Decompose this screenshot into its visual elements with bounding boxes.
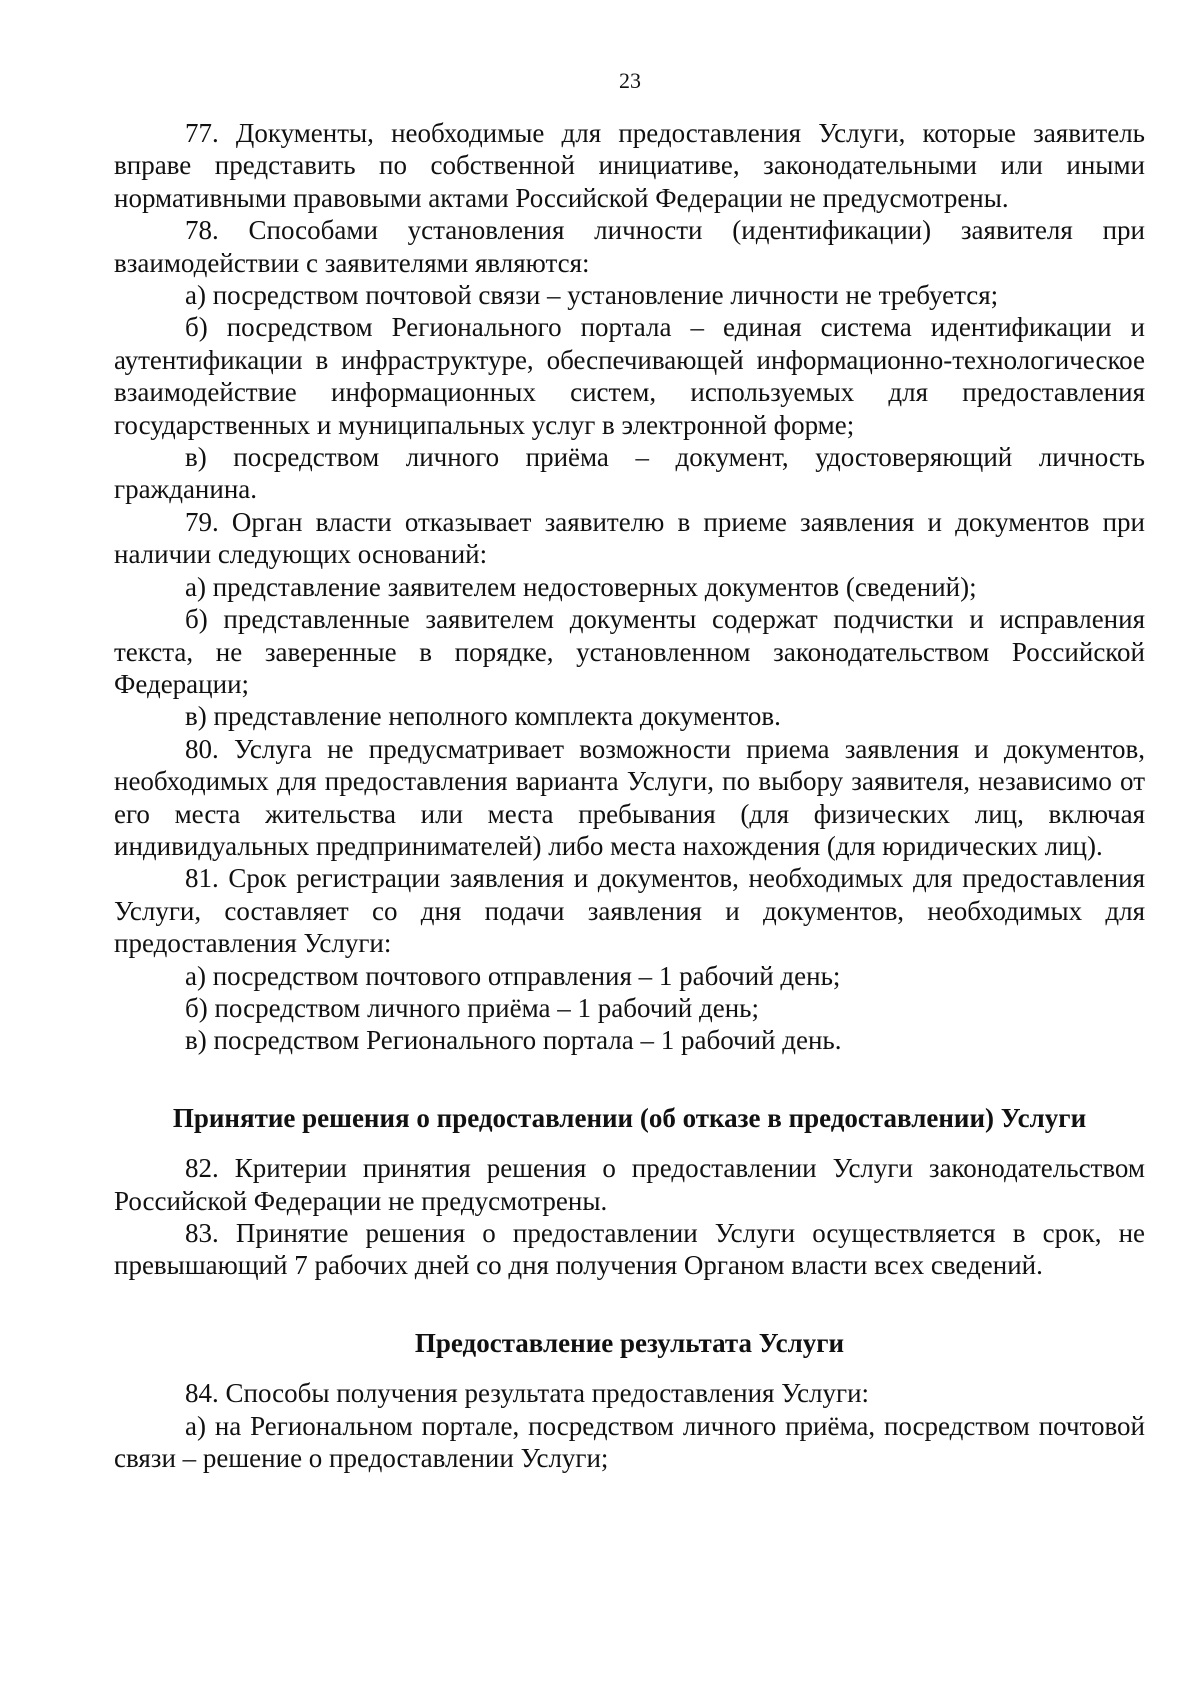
- result-section: [114, 1377, 1145, 1474]
- paragraph-79-b: б) представленные заявителем документы содержат подчистки и исправления текста, не заверенные в порядке, установленном законодательством Российской Федерации;: [114, 604, 1145, 699]
- paragraph-78-b: б) посредством Регионального портала – единая система идентификации и аутентификации в инфраструктуре, обеспечивающей информационно-технологическое взаимодействие информационных систем, используемых для предоставления государственных и муниципальных услуг в электронной форме;: [114, 312, 1145, 440]
- paragraph-79-a: а) представление заявителем недостоверных документов (сведений);: [185, 571, 977, 602]
- paragraph-78: 78. Способами установления личности (идентификации) заявителя при взаимодействии с заявителями являются:: [114, 215, 1145, 278]
- paragraph-81-v: в) посредством Регионального портала – 1 рабочий день.: [185, 1025, 842, 1056]
- paragraph-82: 82. Критерии принятия решения о предоставлении Услуги законодательством Российской Федерации не предусмотрены.: [114, 1153, 1145, 1216]
- section-heading-decision: Принятие решения о предоставлении (об отказе в предоставлении) Услуги: [172, 1102, 1087, 1133]
- paragraph-79: 79. Орган власти отказывает заявителю в приеме заявления и документов при наличии следующих оснований:: [114, 506, 1145, 570]
- paragraph-81-a: а) посредством почтового отправления – 1 рабочий день;: [185, 960, 841, 991]
- paragraph-81: 81. Срок регистрации заявления и документов, необходимых для предоставления Услуги, составляет со дня подачи заявления и документов, необходимых для предоставления Услуги:: [114, 863, 1145, 959]
- paragraph-81-b: б) посредством личного приёма – 1 рабочий день;: [185, 992, 759, 1023]
- page-number: 23: [619, 68, 641, 93]
- paragraph-79-v: в) представление неполного комплекта документов.: [185, 701, 781, 732]
- paragraph-77: 77. Документы, необходимые для предоставления Услуги, которые заявитель вправе представить по собственной инициативе, законодательными или иными нормативными правовыми актами Российской Федерации не предусмотрены.: [114, 118, 1145, 213]
- paragraph-84-a: а) на Региональном портале, посредством личного приёма, посредством почтовой связи – решение о предоставлении Услуги;: [114, 1410, 1145, 1474]
- section-heading-result: Предоставление результата Услуги: [414, 1327, 845, 1358]
- paragraph-78-a: а) посредством почтовой связи – установление личности не требуется;: [185, 280, 999, 311]
- paragraph-84: 84. Способы получения результата предоставления Услуги:: [185, 1378, 870, 1409]
- decision-section: [114, 1152, 1145, 1282]
- paragraph-83: 83. Принятие решения о предоставлении Услуги осуществляется в срок, не превышающий 7 рабочих дней со дня получения Органом власти всех сведений.: [114, 1218, 1145, 1281]
- document-body: [114, 117, 1145, 1474]
- paragraph-78-v: в) посредством личного приёма – документ, удостоверяющий личность гражданина.: [114, 442, 1145, 505]
- paragraph-80: 80. Услуга не предусматривает возможности приема заявления и документов, необходимых для предоставления варианта Услуги, по выбору заявителя, независимо от его места жительства или места пребывания (для физических лиц, включая индивидуальных предпринимателей) либо места нахождения (для юридических лиц).: [114, 733, 1145, 861]
